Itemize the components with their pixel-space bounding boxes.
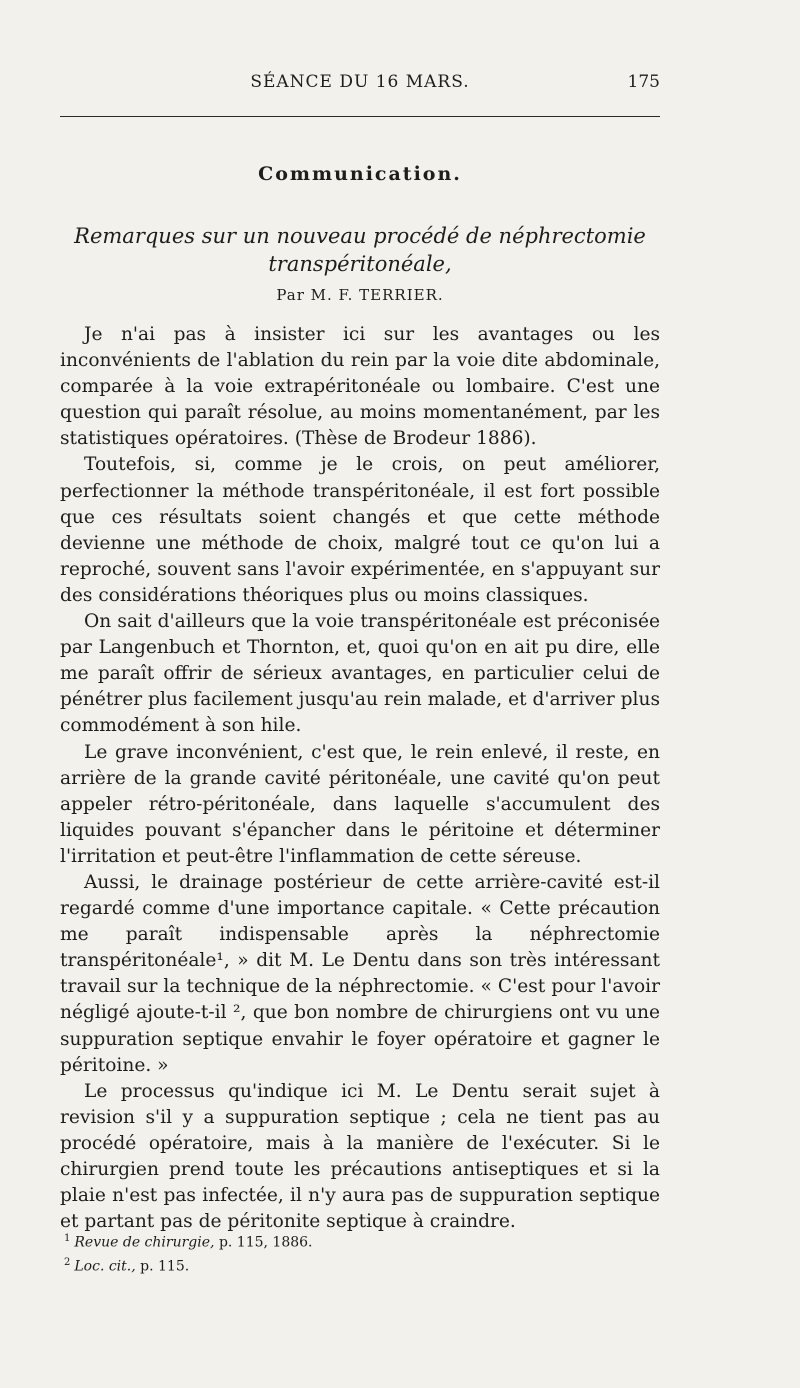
footnote-source: Loc. cit.,	[74, 1258, 136, 1275]
paragraph: On sait d'ailleurs que la voie transpéritonéale est préconisée par Langenbuch et Thornton, et, quoi qu'on en ait pu dire, elle me paraît offrir de sérieux avantages, en particulier celui de pénétrer plus facilement jusqu'au rein malade, et d'arriver plus commodément à son hile.	[60, 611, 660, 737]
footnote	[60, 1253, 660, 1277]
paragraph: Je n'ai pas à insister ici sur les avantages ou les inconvénients de l'ablation du rein par la voie dite abdominale, comparée à la voie extrapéritonéale ou lombaire. C'est une question qui paraît résolue, au moins momentanément, par les statistiques opératoires. (Thèse de Brodeur 1886).	[60, 324, 660, 450]
running-head	[60, 72, 660, 102]
header-rule	[60, 116, 660, 117]
paragraph: Le grave inconvénient, c'est que, le rein enlevé, il reste, en arrière de la grande cavité péritonéale, une cavité qu'on peut appeler rétro-péritonéale, dans laquelle s'accumulent des liquides pouvant s'épancher dans le péritoine et déterminer l'irritation et peut-être l'inflammation de cette séreuse.	[60, 741, 660, 867]
body-text	[60, 322, 660, 1235]
footnote-detail: p. 115, 1886.	[218, 1234, 313, 1251]
page-number: 175	[627, 72, 660, 92]
byline: Par M. F. TERRIER.	[276, 286, 444, 304]
paragraph: Toutefois, si, comme je le crois, on peut améliorer, perfectionner la méthode transpéritonéale, il est fort possible que ces résultats soient changés et que cette méthode devienne une méthode de choix, malgré tout ce qu'on lui a reproché, souvent sans l'avoir expérimentée, en s'appuyant sur des considérations théoriques plus ou moins classiques.	[60, 454, 660, 606]
footnote-mark: 2	[64, 1256, 71, 1268]
article-title: Remarques sur un nouveau procédé de néphrectomie transpéritonéale,	[74, 224, 646, 276]
footnote	[60, 1229, 660, 1253]
paragraph: Le processus qu'indique ici M. Le Dentu serait sujet à revision s'il y a suppuration septique ; cela ne tient pas au procédé opératoire, mais à la manière de l'exécuter. Si le chirurgien prend toute les précautions antiseptiques et si la plaie n'est pas infectée, il n'y aura pas de suppuration septique et partant pas de péritonite septique à craindre.	[60, 1080, 660, 1233]
footnote-mark: 1	[64, 1233, 71, 1244]
paragraph: Aussi, le drainage postérieur de cette arrière-cavité est-il regardé comme d'une importance capitale. « Cette précaution me paraît indispensable après la néphrectomie transpéritonéale¹, » dit M. Le Dentu dans son très intéressant travail sur la technique de la néphrectomie. « C'est pour l'avoir négligé ajoute-t-il ², que bon nombre de chirurgiens ont vu une suppuration septique envahir le foyer opératoire et gagner le péritoine. »	[60, 871, 660, 1076]
section-heading: Communication.	[258, 163, 462, 185]
running-title: SÉANCE DU 16 MARS.	[250, 72, 470, 92]
footnotes	[60, 1229, 660, 1276]
footnote-source: Revue de chirurgie,	[74, 1234, 215, 1251]
footnote-detail: p. 115.	[140, 1258, 190, 1275]
